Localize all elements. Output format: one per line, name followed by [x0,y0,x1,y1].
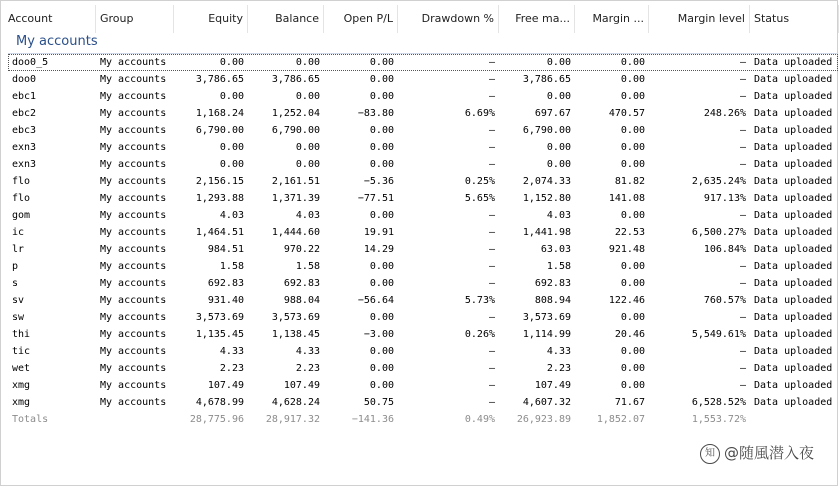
cell-account: ebc3 [12,125,37,136]
cell-account: Totals [12,414,49,425]
cell-margin-level: – [739,363,746,374]
table-row[interactable] [0,173,839,190]
cell-margin-level: – [739,159,746,170]
cell-margin: 122.46 [608,295,645,306]
cell-equity: 107.49 [207,380,244,391]
column-header-status[interactable]: Status [750,5,839,33]
cell-balance: 0.00 [295,91,320,102]
cell-drawdown: – [488,397,495,408]
cell-equity: 692.83 [207,278,244,289]
cell-status: Data uploaded [754,397,833,408]
cell-free-margin: 697.67 [534,108,571,119]
cell-open-pl: −83.80 [357,108,394,119]
cell-margin: 1,852.07 [596,414,645,425]
cell-equity: 1.58 [219,261,244,272]
cell-margin: 81.82 [614,176,645,187]
table-row[interactable] [0,292,839,309]
table-row[interactable] [0,258,839,275]
cell-account: thi [12,329,31,340]
table-row[interactable] [0,377,839,394]
cell-free-margin: 692.83 [534,278,571,289]
cell-equity: 0.00 [219,91,244,102]
cell-equity: 4,678.99 [195,397,244,408]
cell-drawdown: – [488,142,495,153]
cell-group: My accounts [100,108,167,119]
cell-group: My accounts [100,346,167,357]
cell-drawdown: 0.49% [464,414,495,425]
cell-account: p [12,261,19,272]
cell-free-margin: 107.49 [534,380,571,391]
cell-account: lr [12,244,25,255]
cell-account: flo [12,176,31,187]
cell-drawdown: – [488,227,495,238]
cell-status: Data uploaded [754,346,833,357]
zhihu-logo-icon: 知 [700,444,720,464]
cell-free-margin: 4.03 [546,210,571,221]
table-row[interactable] [0,88,839,105]
cell-margin-level: – [739,74,746,85]
cell-margin: 0.00 [620,210,645,221]
cell-margin-level: 6,528.52% [691,397,746,408]
cell-margin-level: – [739,91,746,102]
cell-open-pl: 0.00 [369,380,394,391]
cell-balance: 4,628.24 [271,397,320,408]
cell-margin: 20.46 [614,329,645,340]
cell-account: xmg [12,380,31,391]
cell-equity: 0.00 [219,159,244,170]
cell-margin-level: 106.84% [703,244,746,255]
cell-drawdown: – [488,91,495,102]
cell-open-pl: 19.91 [363,227,394,238]
cell-group: My accounts [100,74,167,85]
cell-status: Data uploaded [754,363,833,374]
cell-balance: 988.04 [283,295,320,306]
cell-status: Data uploaded [754,159,833,170]
cell-margin-level: 760.57% [703,295,746,306]
cell-status: Data uploaded [754,244,833,255]
cell-open-pl: 50.75 [363,397,394,408]
cell-group: My accounts [100,125,167,136]
cell-drawdown: 6.69% [464,108,495,119]
column-header-open-pl[interactable]: Open P/L [324,5,398,33]
cell-margin: 0.00 [620,312,645,323]
cell-equity: 28,775.96 [189,414,244,425]
cell-margin: 0.00 [620,278,645,289]
cell-margin-level: – [739,312,746,323]
cell-balance: 3,573.69 [271,312,320,323]
cell-free-margin: 4,607.32 [522,397,571,408]
cell-account: xmg [12,397,31,408]
cell-account: exn3 [12,142,37,153]
cell-equity: 3,573.69 [195,312,244,323]
cell-margin: 0.00 [620,380,645,391]
cell-equity: 1,293.88 [195,193,244,204]
cell-open-pl: 0.00 [369,363,394,374]
cell-drawdown: – [488,380,495,391]
cell-status: Data uploaded [754,125,833,136]
cell-group: My accounts [100,176,167,187]
table-row[interactable] [0,241,839,258]
cell-status: Data uploaded [754,193,833,204]
cell-margin-level: 248.26% [703,108,746,119]
totals-row [0,411,839,428]
cell-account: s [12,278,19,289]
cell-equity: 2.23 [219,363,244,374]
cell-drawdown: – [488,159,495,170]
cell-free-margin: 0.00 [546,91,571,102]
table-row[interactable] [0,71,839,88]
table-row[interactable] [0,326,839,343]
cell-group: My accounts [100,295,167,306]
cell-status: Data uploaded [754,108,833,119]
cell-free-margin: 1.58 [546,261,571,272]
cell-balance: 0.00 [295,57,320,68]
cell-balance: 4.33 [295,346,320,357]
cell-equity: 984.51 [207,244,244,255]
cell-margin: 0.00 [620,74,645,85]
cell-equity: 4.33 [219,346,244,357]
cell-margin-level: 2,635.24% [691,176,746,187]
cell-open-pl: 0.00 [369,142,394,153]
cell-equity: 0.00 [219,57,244,68]
cell-margin: 0.00 [620,125,645,136]
cell-balance: 692.83 [283,278,320,289]
cell-open-pl: 0.00 [369,125,394,136]
cell-status: Data uploaded [754,380,833,391]
cell-drawdown: – [488,363,495,374]
table-row[interactable] [0,190,839,207]
table-row[interactable] [0,224,839,241]
cell-balance: 4.03 [295,210,320,221]
cell-free-margin: 1,152.80 [522,193,571,204]
cell-equity: 3,786.65 [195,74,244,85]
table-row[interactable] [8,54,838,71]
cell-group: My accounts [100,227,167,238]
cell-margin-level: 1,553.72% [691,414,746,425]
cell-status: Data uploaded [754,329,833,340]
cell-open-pl: −3.00 [363,329,394,340]
cell-drawdown: 0.26% [464,329,495,340]
cell-status: Data uploaded [754,295,833,306]
cell-balance: 1,444.60 [271,227,320,238]
cell-margin: 0.00 [620,261,645,272]
cell-group: My accounts [100,397,167,408]
table-row[interactable] [0,156,839,173]
cell-margin: 22.53 [614,227,645,238]
cell-balance: 6,790.00 [271,125,320,136]
table-row[interactable] [0,139,839,156]
cell-free-margin: 3,786.65 [522,74,571,85]
cell-open-pl: −141.36 [351,414,394,425]
column-header-group[interactable]: Group [96,5,174,33]
cell-drawdown: 5.73% [464,295,495,306]
cell-free-margin: 63.03 [540,244,571,255]
cell-margin-level: – [739,210,746,221]
cell-group: My accounts [100,91,167,102]
column-header-margin[interactable]: Margin ... [575,5,649,33]
cell-status: Data uploaded [754,227,833,238]
cell-drawdown: – [488,346,495,357]
cell-open-pl: 0.00 [369,57,394,68]
cell-open-pl: 0.00 [369,312,394,323]
cell-equity: 1,464.51 [195,227,244,238]
cell-balance: 2,161.51 [271,176,320,187]
cell-margin: 0.00 [620,91,645,102]
cell-group: My accounts [100,278,167,289]
cell-status: Data uploaded [754,278,833,289]
cell-group: My accounts [100,261,167,272]
cell-group: My accounts [100,312,167,323]
cell-margin: 470.57 [608,108,645,119]
cell-account: ebc2 [12,108,37,119]
cell-margin: 921.48 [608,244,645,255]
cell-free-margin: 1,114.99 [522,329,571,340]
cell-free-margin: 0.00 [546,159,571,170]
cell-open-pl: 0.00 [369,74,394,85]
column-header-margin-level[interactable]: Margin level [649,5,750,33]
cell-account: exn3 [12,159,37,170]
cell-equity: 1,168.24 [195,108,244,119]
cell-account: wet [12,363,31,374]
cell-open-pl: 0.00 [369,210,394,221]
cell-margin: 0.00 [620,142,645,153]
cell-account: doo0_5 [12,57,49,68]
cell-equity: 1,135.45 [195,329,244,340]
cell-open-pl: 0.00 [369,346,394,357]
cell-balance: 0.00 [295,142,320,153]
cell-group [96,411,174,428]
cell-open-pl: −56.64 [357,295,394,306]
cell-margin: 0.00 [620,346,645,357]
cell-account: sw [12,312,25,323]
cell-open-pl: 0.00 [369,278,394,289]
cell-open-pl: −77.51 [357,193,394,204]
column-header-account[interactable]: Account [4,5,96,33]
cell-margin-level: – [739,346,746,357]
cell-equity: 0.00 [219,142,244,153]
cell-account: ic [12,227,25,238]
cell-free-margin: 0.00 [546,57,571,68]
table-row[interactable] [0,275,839,292]
cell-margin: 0.00 [620,57,645,68]
cell-margin-level: – [739,142,746,153]
cell-free-margin: 2,074.33 [522,176,571,187]
cell-open-pl: −5.36 [363,176,394,187]
cell-balance: 107.49 [283,380,320,391]
cell-status: Data uploaded [754,210,833,221]
column-header-drawdown[interactable]: Drawdown % [398,5,499,33]
cell-free-margin: 1,441.98 [522,227,571,238]
cell-open-pl: 14.29 [363,244,394,255]
cell-balance: 1,138.45 [271,329,320,340]
cell-margin: 0.00 [620,159,645,170]
cell-margin-level: – [739,125,746,136]
group-header-my-accounts[interactable]: My accounts [16,34,98,49]
cell-free-margin: 3,573.69 [522,312,571,323]
cell-account: gom [12,210,31,221]
cell-drawdown: – [488,125,495,136]
cell-drawdown: – [488,244,495,255]
cell-equity: 4.03 [219,210,244,221]
cell-account: doo0 [12,74,37,85]
cell-margin-level: 6,500.27% [691,227,746,238]
cell-free-margin: 2.23 [546,363,571,374]
cell-drawdown: – [488,278,495,289]
table-row[interactable] [0,394,839,411]
cell-balance: 1,252.04 [271,108,320,119]
cell-drawdown: – [488,261,495,272]
cell-drawdown: – [488,74,495,85]
cell-balance: 1,371.39 [271,193,320,204]
cell-drawdown: 5.65% [464,193,495,204]
cell-status [750,411,839,428]
cell-status: Data uploaded [754,57,833,68]
table-row[interactable] [0,122,839,139]
cell-balance: 28,917.32 [265,414,320,425]
cell-margin-level: – [739,380,746,391]
column-header-free-margin[interactable]: Free ma... [499,5,575,33]
cell-group: My accounts [100,193,167,204]
cell-group: My accounts [100,57,167,68]
cell-margin-level: – [739,261,746,272]
cell-group: My accounts [100,363,167,374]
cell-equity: 2,156.15 [195,176,244,187]
cell-free-margin: 808.94 [534,295,571,306]
cell-balance: 1.58 [295,261,320,272]
cell-open-pl: 0.00 [369,91,394,102]
cell-free-margin: 4.33 [546,346,571,357]
cell-group: My accounts [100,329,167,340]
cell-balance: 2.23 [295,363,320,374]
table-row[interactable] [0,343,839,360]
cell-free-margin: 26,923.89 [516,414,571,425]
table-row[interactable] [0,105,839,122]
cell-account: ebc1 [12,91,37,102]
cell-balance: 0.00 [295,159,320,170]
cell-account: flo [12,193,31,204]
table-row[interactable] [0,207,839,224]
column-header-row [0,5,839,33]
cell-account: sv [12,295,25,306]
cell-status: Data uploaded [754,261,833,272]
cell-equity: 931.40 [207,295,244,306]
cell-group: My accounts [100,210,167,221]
column-header-equity[interactable]: Equity [174,5,248,33]
cell-equity: 6,790.00 [195,125,244,136]
cell-group: My accounts [100,142,167,153]
cell-margin-level: 5,549.61% [691,329,746,340]
cell-margin-level: 917.13% [703,193,746,204]
cell-drawdown: – [488,210,495,221]
cell-group: My accounts [100,159,167,170]
table-row[interactable] [0,309,839,326]
cell-status: Data uploaded [754,91,833,102]
cell-group: My accounts [100,244,167,255]
cell-free-margin: 0.00 [546,142,571,153]
cell-drawdown: 0.25% [464,176,495,187]
watermark-text: @随風潜入夜 [724,444,815,462]
column-header-balance[interactable]: Balance [248,5,324,33]
cell-open-pl: 0.00 [369,159,394,170]
watermark [700,442,814,464]
cell-status: Data uploaded [754,142,833,153]
cell-margin: 0.00 [620,363,645,374]
cell-drawdown: – [488,312,495,323]
cell-status: Data uploaded [754,74,833,85]
cell-account: tic [12,346,31,357]
cell-balance: 970.22 [283,244,320,255]
cell-drawdown: – [488,57,495,68]
cell-margin-level: – [739,57,746,68]
table-row[interactable] [0,360,839,377]
cell-margin-level: – [739,278,746,289]
cell-group: My accounts [100,380,167,391]
cell-status: Data uploaded [754,312,833,323]
cell-status: Data uploaded [754,176,833,187]
cell-free-margin: 6,790.00 [522,125,571,136]
cell-margin: 71.67 [614,397,645,408]
cell-margin: 141.08 [608,193,645,204]
cell-balance: 3,786.65 [271,74,320,85]
cell-open-pl: 0.00 [369,261,394,272]
